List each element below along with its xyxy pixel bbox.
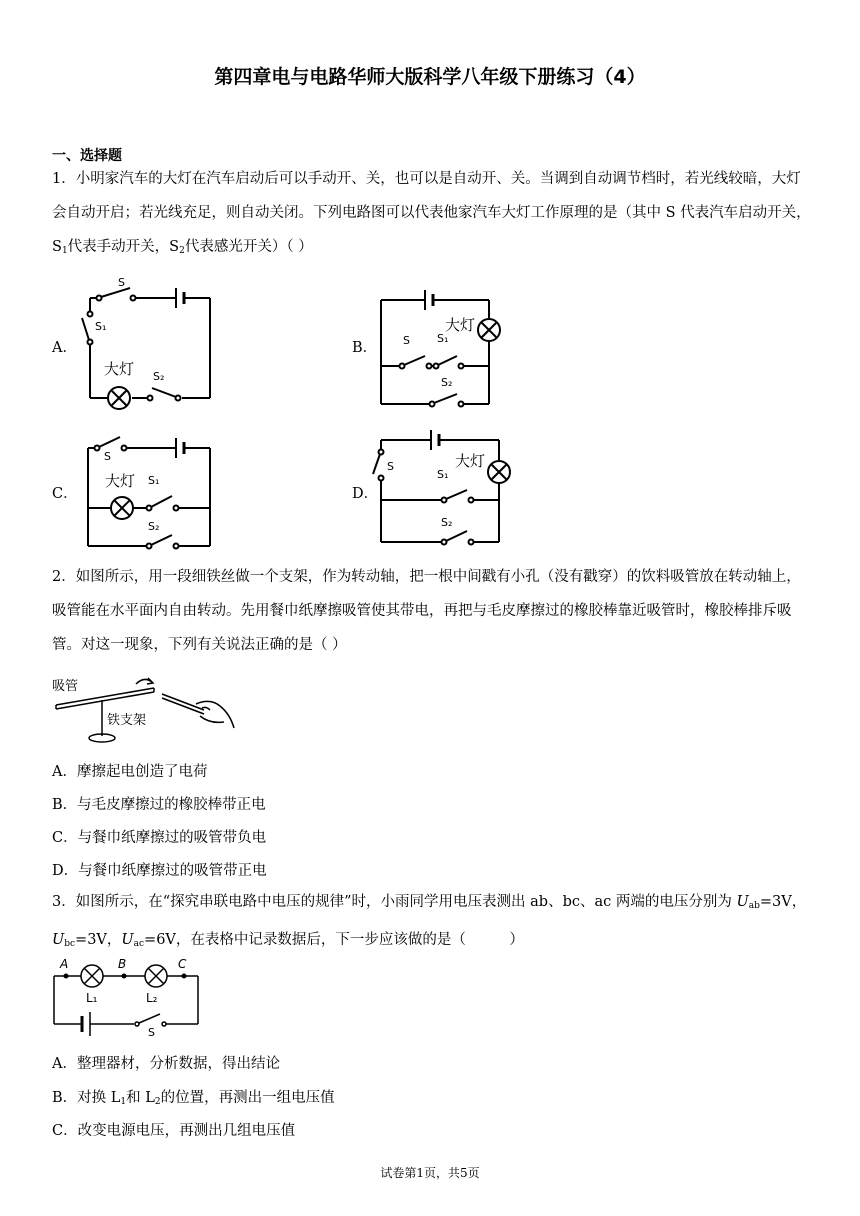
question-2-text: 2．如图所示，用一段细铁丝做一个支架，作为转动轴，把一根中间戳有小孔（没有戳穿）的饮料吸管放在转动轴上，吸管能在水平面内自由转动。先用餐巾纸摩擦吸管使其带电，再把与毛皮摩擦过的橡胶棒靠近吸管时，橡胶棒排斥吸管。对这一现象，下列有关说法正确的是（ ） [52,569,801,653]
label-a: A [60,957,69,971]
circuit-diagram-c [80,428,220,553]
circuit-diagram-a [70,270,220,410]
label-straw: 吸管 [52,679,79,694]
q3-option-c[interactable]: C．改变电源电压，再测出几组电压值 [52,1123,296,1139]
label-l1: L₁ [86,991,98,1005]
label-s: S [148,1026,155,1039]
circuit-diagram-b [375,288,500,410]
series-circuit-figure [52,956,202,1039]
label-s1: S₁ [148,474,160,487]
label-c: C [178,957,187,971]
label-s2: S₂ [153,370,165,383]
q2-option-b[interactable]: B．与毛皮摩擦过的橡胶棒带正电 [52,797,266,813]
question-1-text: 1．小明家汽车的大灯在汽车启动后可以手动开、关，也可以是自动开、关。当调到自动调节档时，若光线较暗，大灯会自动开启；若光线充足，则自动关闭。下列电路图可以代表他家汽车大灯工作原理的是（其中 S 代表汽车启动开关，$S_1$代表手动开关，$S_2$代表感光开关）（ ） [52,171,811,256]
question-3-text: 3．如图所示，在“探究串联电路中电压的规律”时，小雨同学用电压表测出 ab、bc、ac 两端的电压分别为 $U_{ab}=3V$，$U_{bc}=3V$，$U_{ac}=6V$，在表格中记录数据后，下一步应该做的是（ ） [52,894,807,949]
q2-option-d[interactable]: D．与餐巾纸摩擦过的吸管带正电 [52,863,267,879]
label-s: S [387,460,394,473]
q1-option-b[interactable]: B． [352,340,378,356]
q1-option-a[interactable]: A． [52,340,77,356]
q1-option-d[interactable]: D． [352,486,379,502]
label-lamp: 大灯 [445,316,476,334]
label-s1: S₁ [95,320,107,333]
page-title: 第四章电与电路华师大版科学八年级下册练习（4） [214,66,646,88]
q3-option-b[interactable]: B．对换 $L_1$和 $L_2$的位置，再测出一组电压值 [52,1090,335,1107]
label-s2: S₂ [441,376,453,389]
straw-experiment-figure [52,672,242,748]
label-l2: L₂ [146,991,158,1005]
q3-option-a[interactable]: A．整理器材，分析数据，得出结论 [52,1056,280,1072]
label-s2: S₂ [441,516,453,529]
label-s1: S₁ [437,332,449,345]
label-lamp: 大灯 [105,472,136,490]
label-s: S [403,334,410,347]
label-lamp: 大灯 [455,452,486,470]
label-s: S [104,450,111,463]
q2-option-c[interactable]: C．与餐巾纸摩擦过的吸管带负电 [52,830,267,846]
label-b: B [118,957,127,971]
label-stand: 铁支架 [107,713,147,728]
section-heading: 一、选择题 [52,148,122,164]
label-lamp: 大灯 [104,360,135,378]
page-footer: 试卷第1页，共5页 [380,1166,480,1180]
q1-option-c[interactable]: C． [52,486,78,502]
q2-option-a[interactable]: A．摩擦起电创造了电荷 [52,764,208,780]
label-s2: S₂ [148,520,160,533]
label-s: S [118,276,125,289]
label-s1: S₁ [437,468,449,481]
circuit-diagram-d [375,430,510,550]
